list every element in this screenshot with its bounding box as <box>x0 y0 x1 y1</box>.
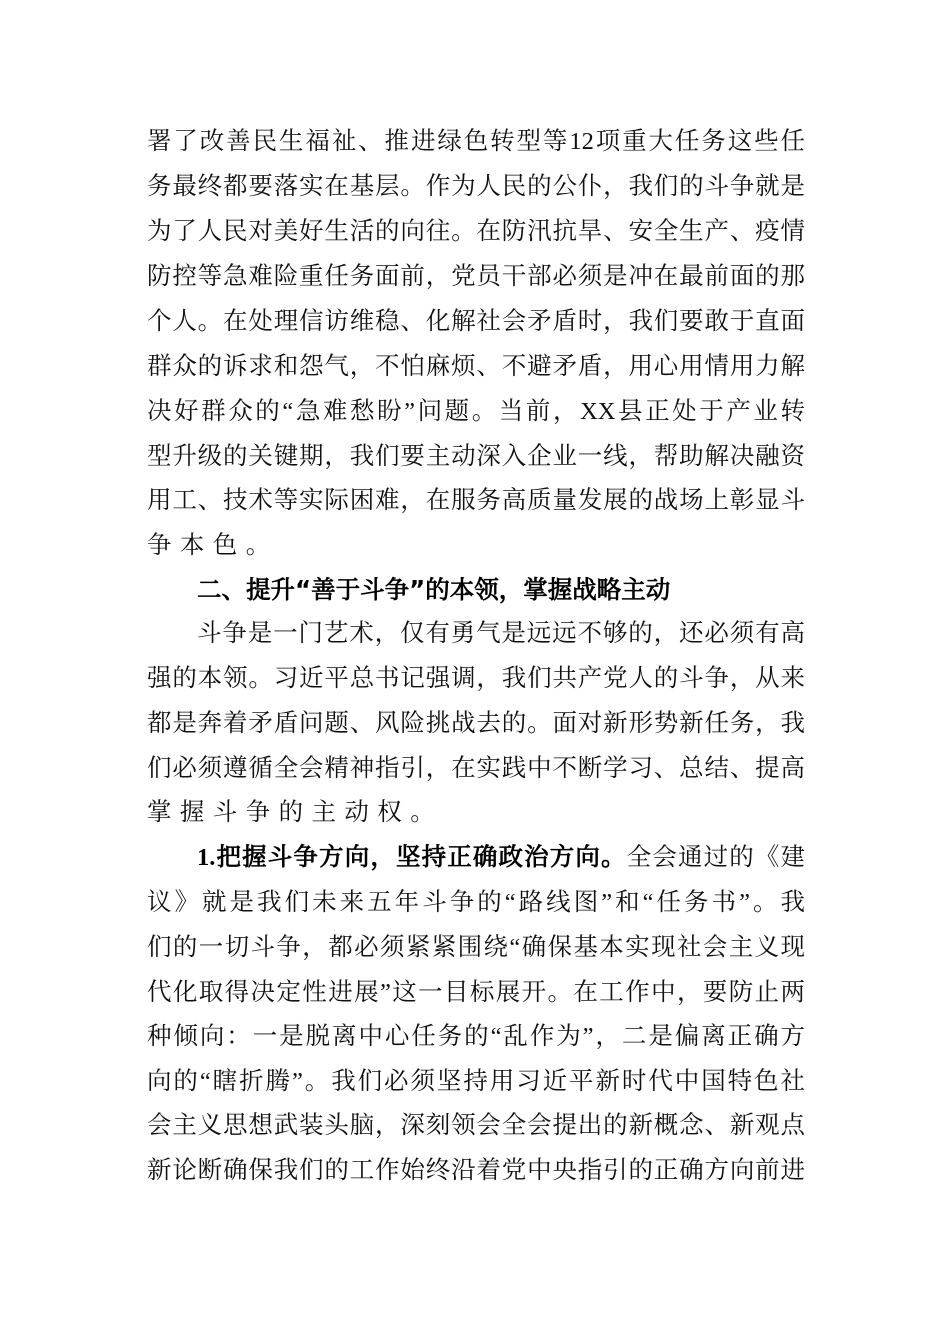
section-heading: 二、提升“善于斗争”的本领，掌握战略主动 <box>197 575 671 604</box>
text-line: 议》就是我们未来五年斗争的“路线图”和“任务书”。我 <box>147 889 805 916</box>
text-line: 署了改善民生福祉、推进绿色转型等12项重大任务这些任 <box>147 128 805 155</box>
text-line: 防控等急难险重任务面前，党员干部必须是冲在最前面的那 <box>147 263 805 290</box>
text-line: 掌握斗争的主动权。 <box>147 799 444 826</box>
text-line: 向的“瞎折腾”。我们必须坚持用习近平新时代中国特色社 <box>147 1068 805 1095</box>
text-line: 们必须遵循全会精神指引，在实践中不断学习、总结、提高 <box>147 755 805 782</box>
text-run: 全会通过的《建 <box>626 844 806 871</box>
text-line: 型升级的关键期，我们要主动深入企业一线，帮助解决融资 <box>147 443 805 470</box>
text-line: 个人。在处理信访维稳、化解社会矛盾时，我们要敢于直面 <box>147 308 805 335</box>
text-line: 决好群众的“急难愁盼”问题。当前，XX县正处于产业转 <box>147 398 805 425</box>
text-line: 新论断确保我们的工作始终沿着党中央指引的正确方向前进 <box>147 1157 805 1184</box>
text-line: 用工、技术等实际困难，在服务高质量发展的战场上彰显斗 <box>147 487 805 514</box>
text-line: 们的一切斗争，都必须紧紧围绕“确保基本实现社会主义现 <box>147 934 805 961</box>
bold-subheading: 1.把握斗争方向，坚持正确政治方向。 <box>197 844 627 871</box>
text-line: 为了人民对美好生活的向往。在防汛抗旱、安全生产、疫情 <box>147 218 805 245</box>
text-line: 强的本领。习近平总书记强调，我们共产党人的斗争，从来 <box>147 665 805 692</box>
text-line: 群众的诉求和怨气，不怕麻烦、不避矛盾，用心用情用力解 <box>147 353 805 380</box>
text-line: 务最终都要落实在基层。作为人民的公仆，我们的斗争就是 <box>147 173 805 200</box>
text-line: 都是奔着矛盾问题、风险挑战去的。面对新形势新任务，我 <box>147 710 805 737</box>
text-line: 争本色。 <box>147 532 279 559</box>
text-line: 代化取得决定性进展”这一目标展开。在工作中，要防止两 <box>147 979 805 1006</box>
text-line: 会主义思想武装头脑，深刻领会全会提出的新概念、新观点 <box>147 1112 805 1139</box>
text-line: 种倾向：一是脱离中心任务的“乱作为”，二是偏离正确方 <box>147 1023 805 1050</box>
text-line <box>197 835 805 880</box>
text-line: 斗争是一门艺术，仅有勇气是远远不够的，还必须有高 <box>197 620 805 647</box>
